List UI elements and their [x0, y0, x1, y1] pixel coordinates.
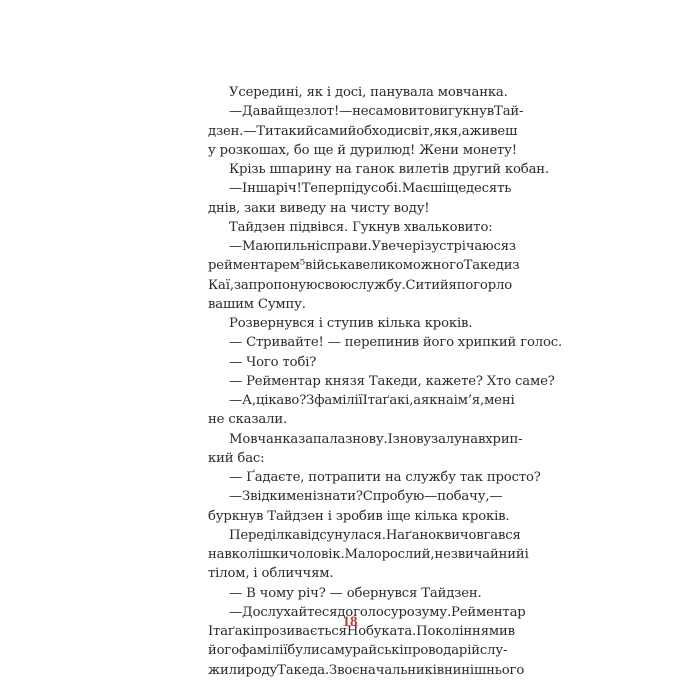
- text-line: — В чому річ? — обернувся Тайдзен.: [229, 585, 482, 601]
- text-line: буркнув Тайдзен і зробив іще кілька кроків.: [208, 508, 510, 524]
- text-line: днів, заки виведу на чисту воду!: [208, 200, 430, 216]
- text-line: — Чого тобі?: [229, 354, 317, 370]
- text-line: — Ґадаєте, потрапити на службу так просто?: [229, 470, 541, 485]
- text-line: кий бас:: [208, 450, 265, 466]
- text-line: рейментарем⁵ війська великоможного Такеди з: [208, 258, 520, 274]
- text-line: — Рейментар князя Такеди, кажете? Хто саме?: [229, 373, 555, 389]
- text-line: Мовчанка запала знову. І знову залунав хрип-: [229, 431, 523, 447]
- text-line: не сказали.: [208, 412, 288, 428]
- text-line: тілом, і обличчям.: [208, 566, 334, 582]
- text-line: Крізь шпарину на ганок вилетів другий кобан.: [229, 162, 549, 177]
- text-line: — Маю пильні справи. Увечері зустрічаюся з: [229, 239, 516, 254]
- text-line: — Звідки мені знати? Спробую — побачу, —: [229, 489, 503, 505]
- text-line: Розвернувся і ступив кілька кроків.: [229, 316, 473, 331]
- body-text: [208, 83, 563, 680]
- text-line: дзен. — Ти такий самий обходисвіт, як я, а живеш: [208, 123, 518, 139]
- page-number: 18: [342, 614, 358, 630]
- text-line: Переділка відсунулася. На ґанок вичовгався: [229, 527, 521, 543]
- text-line: — А, цікаво? З фамілії Ітаґакі, а як на ім’я, мені: [229, 393, 515, 408]
- text-line: Тайдзен підвівся. Гукнув хвальковито:: [229, 219, 493, 235]
- text-line: у розкошах, бо ще й дурилюд! Жени монету!: [208, 142, 517, 158]
- text-line: Ітаґакі прозивається Нобуката. Поколіннями в: [208, 624, 515, 639]
- text-line: Усередині, як і досі, панувала мовчанка.: [229, 85, 508, 100]
- text-line: навколішки чоловік. Малорослий, незвичайний і: [208, 547, 529, 562]
- text-line: — Стривайте! — перепинив його хрипкий голос.: [229, 335, 563, 351]
- text-line: його фамілії були самурайські проводарі й слу-: [208, 643, 508, 659]
- text-line: вашим Сумпу.: [208, 296, 306, 312]
- text-line: жили роду Такеда. З воєначальників нинішнього: [208, 662, 525, 678]
- text-line: Каї, запропоную свою службу. Ситий я по горло: [208, 277, 513, 293]
- text-line: — Давай ще злот! — несамовито вигукнув Тай-: [229, 104, 524, 120]
- text-line: — Дослухайтеся до голосу розуму. Рейментар: [229, 604, 526, 620]
- text-line: — Інша річ! Тепер піду собі. Маєш іще десять: [229, 181, 512, 197]
